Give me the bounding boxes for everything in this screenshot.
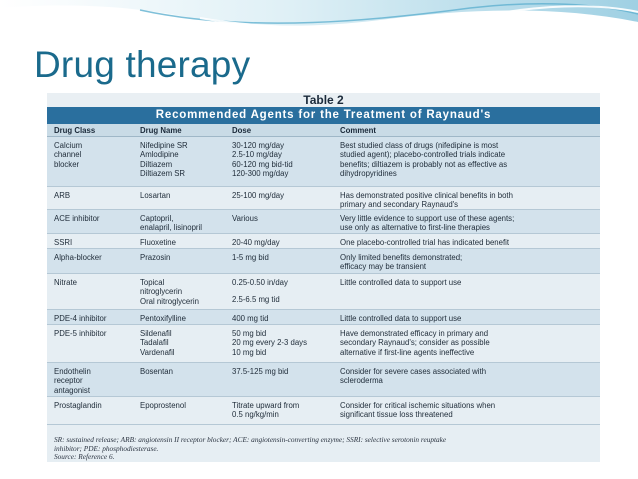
drug-name-cell [140, 278, 230, 306]
table-row [47, 310, 600, 325]
cell-line: use only as alternative to first-line therapies [340, 223, 490, 233]
drug-class-cell [54, 253, 136, 262]
cell-line: Consider for critical ischemic situations when [340, 401, 496, 410]
comment-cell [340, 141, 596, 179]
cell-line: 0.5 ng/kg/min [232, 410, 279, 420]
table-row [47, 187, 600, 210]
drug-name-cell [140, 401, 230, 410]
footnote-line: Source: Reference 6. [54, 452, 115, 462]
cell-line: channel [54, 150, 82, 160]
cell-line: 0.25-0.50 in/day [232, 278, 288, 287]
cell-line: benefits; diltiazem is probably not as effective as [340, 159, 508, 169]
cell-line: Bosentan [140, 367, 173, 376]
cell-line: SSRI [54, 238, 73, 247]
column-headers [47, 124, 600, 137]
cell-line: Alpha-blocker [54, 253, 102, 262]
table-body [47, 137, 600, 425]
drug-class-cell [54, 238, 136, 247]
dose-cell [232, 253, 338, 262]
drug-name-cell [140, 367, 230, 376]
table-row [47, 234, 600, 249]
comment-cell [340, 329, 596, 357]
drug-name-cell [140, 238, 230, 247]
cell-line: 1-5 mg bid [232, 253, 269, 262]
table-footnote [54, 436, 594, 462]
cell-line: Prostaglandin [54, 401, 102, 410]
comment-cell [340, 278, 596, 287]
cell-line: efficacy may be transient [340, 262, 427, 272]
dose-cell [232, 141, 338, 179]
cell-line: Little controlled data to support use [340, 278, 462, 287]
comment-cell [340, 214, 596, 233]
cell-line: 2.5-10 mg/day [232, 150, 282, 160]
cell-line: Consider for severe cases associated with [340, 367, 487, 376]
cell-line: Pentoxifylline [140, 314, 186, 323]
slide-title: Drug therapy [34, 44, 251, 85]
dose-cell [232, 238, 338, 247]
comment-cell [340, 238, 596, 247]
drug-name-cell [140, 314, 230, 323]
cell-line: One placebo-controlled trial has indicated benefit [340, 238, 510, 247]
table-heading: Recommended Agents for the Treatment of Raynaud's [47, 107, 600, 124]
cell-line: 30-120 mg/day [232, 141, 285, 150]
cell-line: Various [232, 214, 258, 223]
cell-line: Calcium [54, 141, 83, 150]
cell-line: Amlodipine [140, 150, 179, 160]
column-header: Comment [340, 125, 376, 135]
drug-name-cell [140, 141, 230, 179]
drug-class-cell [54, 329, 136, 338]
column-header: Drug Name [140, 125, 182, 135]
table-row [47, 249, 600, 274]
cell-line: Vardenafil [140, 347, 175, 357]
comment-cell [340, 401, 596, 420]
table-row [47, 325, 600, 363]
comment-cell [340, 367, 596, 386]
cell-line: 2.5-6.5 mg tid [232, 295, 280, 305]
cell-line: ACE inhibitor [54, 214, 100, 223]
cell-line: Nitrate [54, 278, 77, 287]
cell-line: studied agent); placebo-controlled trials indicate [340, 150, 506, 160]
dose-cell [232, 214, 338, 223]
cell-line: PDE-4 inhibitor [54, 314, 107, 323]
cell-line: Fluoxetine [140, 238, 176, 247]
column-header: Dose [232, 125, 252, 135]
cell-line: 60-120 mg bid-tid [232, 159, 293, 169]
cell-line: secondary Raynaud's; consider as possible [340, 338, 490, 348]
cell-line: alternative if first-line agents ineffective [340, 347, 475, 357]
cell-line: 20-40 mg/day [232, 238, 280, 247]
cell-line: nitroglycerin [140, 287, 183, 297]
drug-name-cell [140, 253, 230, 262]
cell-line: Have demonstrated efficacy in primary and [340, 329, 489, 338]
table-row [47, 210, 600, 234]
drug-class-cell [54, 278, 136, 287]
cell-line: Nifedipine SR [140, 141, 188, 150]
cell-line: 37.5-125 mg bid [232, 367, 289, 376]
cell-line: Losartan [140, 191, 171, 200]
table-row [47, 274, 600, 310]
cell-line: Topical [140, 278, 165, 287]
comment-cell [340, 191, 596, 210]
cell-line: Little controlled data to support use [340, 314, 462, 323]
cell-line: Oral nitroglycerin [140, 296, 199, 306]
column-header: Drug Class [54, 125, 96, 135]
drug-class-cell [54, 367, 136, 395]
cell-line: 120-300 mg/day [232, 169, 289, 179]
cell-line: 10 mg bid [232, 347, 267, 357]
cell-line: Prazosin [140, 253, 171, 262]
drug-class-cell [54, 401, 136, 410]
table-row [47, 137, 600, 187]
cell-line: Diltiazem SR [140, 169, 186, 179]
comment-cell [340, 253, 596, 272]
dose-cell [232, 314, 338, 323]
cell-line: Epoprostenol [140, 401, 186, 410]
footnote-line: SR: sustained release; ARB: angiotensin II receptor blocker; ACE: angiotensin-converting enzyme; SSRI: selective serotonin reuptake [54, 435, 447, 444]
dose-cell [232, 367, 338, 376]
drug-class-cell [54, 314, 136, 323]
dose-cell [232, 329, 338, 357]
dose-cell [232, 401, 338, 420]
cell-line: PDE-5 inhibitor [54, 329, 107, 338]
table-row [47, 363, 600, 397]
cell-line: Only limited benefits demonstrated; [340, 253, 463, 262]
cell-line: 400 mg tid [232, 314, 269, 323]
drug-name-cell [140, 214, 230, 233]
dose-cell [232, 191, 338, 200]
cell-line: primary and secondary Raynaud's [340, 200, 459, 210]
footnote-line: inhibitor; PDE: phosphodiesterase. [54, 443, 159, 453]
comment-cell [340, 314, 596, 323]
cell-line: 50 mg bid [232, 329, 267, 338]
cell-line: antagonist [54, 385, 90, 395]
cell-line: Very little evidence to support use of these agents; [340, 214, 515, 223]
cell-line: Endothelin [54, 367, 91, 376]
cell-line: enalapril, lisinopril [140, 223, 202, 233]
drug-class-cell [54, 214, 136, 223]
cell-line: blocker [54, 159, 80, 169]
cell-line: Titrate upward from [232, 401, 300, 410]
cell-line: receptor [54, 376, 83, 386]
cell-line: significant tissue loss threatened [340, 410, 453, 420]
cell-line: scleroderma [340, 376, 383, 386]
table-caption: Table 2 [47, 93, 600, 107]
cell-line: Captopril, [140, 214, 174, 223]
table-row [47, 397, 600, 425]
dose-cell [232, 278, 338, 305]
drug-name-cell [140, 329, 230, 357]
cell-line: Tadalafil [140, 338, 169, 348]
cell-line: 20 mg every 2-3 days [232, 338, 307, 348]
cell-line: Has demonstrated positive clinical benefits in both [340, 191, 513, 200]
drug-table [47, 93, 600, 462]
drug-class-cell [54, 191, 136, 200]
cell-line: Diltiazem [140, 159, 173, 169]
drug-name-cell [140, 191, 230, 200]
cell-line: ARB [54, 191, 71, 200]
cell-line: Best studied class of drugs (nifedipine is most [340, 141, 499, 150]
cell-line: dihydropyridines [340, 169, 397, 179]
drug-class-cell [54, 141, 136, 169]
cell-line: 25-100 mg/day [232, 191, 285, 200]
cell-line: Sildenafil [140, 329, 172, 338]
